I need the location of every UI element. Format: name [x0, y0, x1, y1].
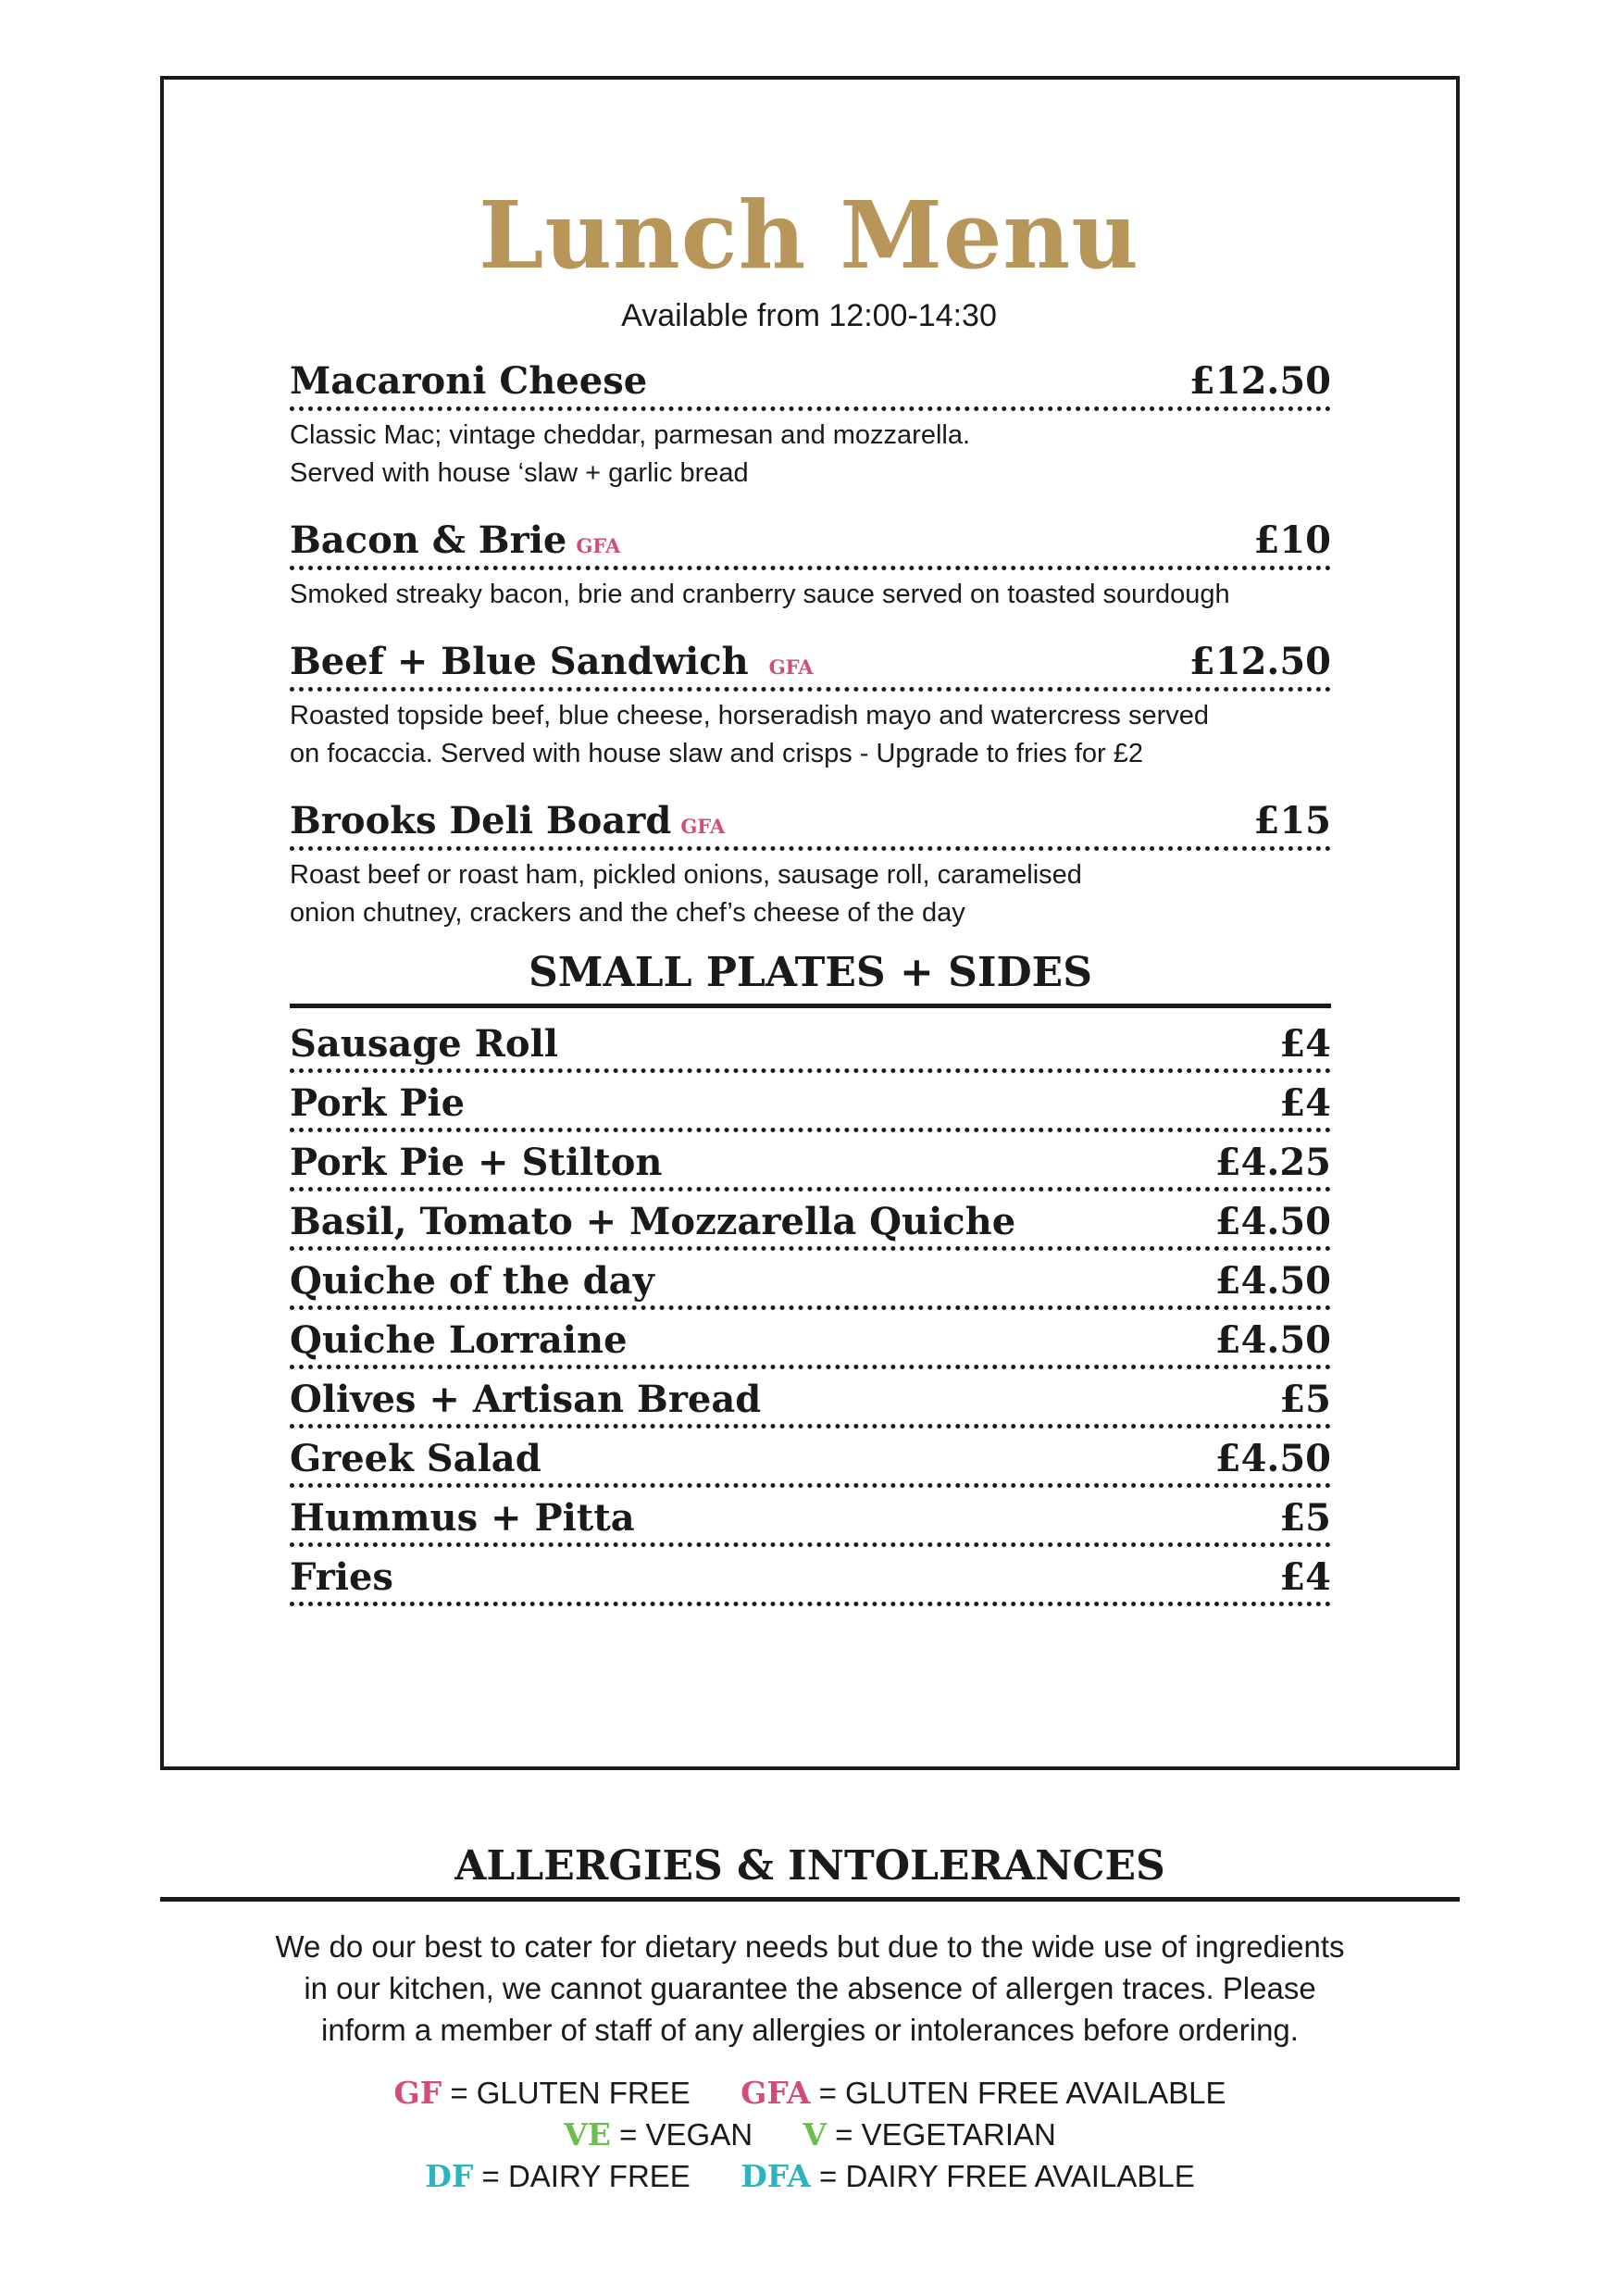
- menu-item-description: [290, 697, 1331, 773]
- menu-item-price: £15: [1253, 799, 1331, 842]
- description-line: Classic Mac; vintage cheddar, parmesan and mozzarella.: [290, 420, 971, 450]
- menu-item-title: [290, 518, 620, 562]
- description-line: onion chutney, crackers and the chef’s cheese of the day: [290, 898, 965, 928]
- dfa-code: DFA: [741, 2158, 811, 2194]
- side-item-name: Quiche of the day: [290, 1259, 654, 1303]
- menu-item-description: [290, 417, 1331, 493]
- allergies-heading: ALLERGIES & INTOLERANCES: [160, 1842, 1460, 1902]
- side-item-name: Greek Salad: [290, 1437, 541, 1480]
- notice-line: inform a member of staff of any allergies or intolerances before ordering.: [321, 2013, 1299, 2047]
- gfa-tag: GFA: [576, 534, 621, 557]
- menu-item-header: [290, 359, 1331, 411]
- notice-line: We do our best to cater for dietary needs but due to the wide use of ingredients: [275, 1929, 1345, 1964]
- menu-item-macaroni-cheese: [290, 359, 1331, 493]
- menu-item-header: [290, 640, 1331, 692]
- list-item: [290, 1488, 1331, 1547]
- ve-code: VE: [564, 2116, 611, 2152]
- side-item-name: Basil, Tomato + Mozzarella Quiche: [290, 1200, 1016, 1243]
- menu-item-price: £12.50: [1189, 640, 1331, 683]
- menu-item-title: [290, 359, 647, 403]
- dfa-text: = DAIRY FREE AVAILABLE: [819, 2159, 1195, 2193]
- menu-item-price: £12.50: [1189, 359, 1331, 403]
- side-item-name: Quiche Lorraine: [290, 1318, 628, 1362]
- v-code: V: [803, 2116, 827, 2152]
- side-item-price: £4.50: [1214, 1437, 1331, 1480]
- side-item-name: Fries: [290, 1555, 393, 1599]
- description-line: Roast beef or roast ham, pickled onions, sausage roll, caramelised: [290, 860, 1082, 890]
- side-item-price: £4.50: [1214, 1200, 1331, 1243]
- menu-item-header: [290, 799, 1331, 851]
- menu-item-name: Bacon & Brie: [290, 518, 567, 562]
- small-plates-heading: SMALL PLATES + SIDES: [290, 949, 1331, 1008]
- side-item-price: £4.50: [1214, 1318, 1331, 1362]
- side-item-price: £4: [1279, 1022, 1331, 1066]
- side-item-name: Sausage Roll: [290, 1022, 558, 1066]
- df-code: DF: [425, 2158, 474, 2194]
- menu-item-beef-blue-sandwich: [290, 640, 1331, 773]
- list-item: [290, 1369, 1331, 1429]
- allergies-notice: [160, 1926, 1460, 2051]
- gfa-code: GFA: [741, 2075, 811, 2111]
- list-item: [290, 1073, 1331, 1132]
- ve-text: = VEGAN: [619, 2117, 753, 2152]
- side-item-name: Pork Pie + Stilton: [290, 1141, 663, 1184]
- page-title: Lunch Menu: [479, 181, 1139, 290]
- side-item-price: £4: [1279, 1555, 1331, 1599]
- mains-list: [290, 359, 1331, 958]
- menu-item-name: Beef + Blue Sandwich: [290, 640, 749, 683]
- dietary-legend: [160, 2072, 1460, 2197]
- availability-subtitle: Available from 12:00-14:30: [621, 298, 997, 333]
- v-text: = VEGETARIAN: [835, 2117, 1056, 2152]
- gfa-tag: GFA: [680, 815, 726, 838]
- menu-item-description: [290, 856, 1331, 932]
- side-item-price: £4: [1279, 1081, 1331, 1125]
- legend-row-gluten: [160, 2072, 1460, 2114]
- legend-row-vegan: [160, 2114, 1460, 2155]
- menu-item-bacon-brie: [290, 518, 1331, 614]
- side-item-name: Olives + Artisan Bread: [290, 1378, 762, 1421]
- small-plates-list: [290, 1014, 1331, 1606]
- menu-item-name: Macaroni Cheese: [290, 359, 648, 403]
- side-item-price: £4.50: [1214, 1259, 1331, 1303]
- list-item: [290, 1132, 1331, 1192]
- side-item-price: £4.25: [1214, 1141, 1331, 1184]
- description-line: Roasted topside beef, blue cheese, horseradish mayo and watercress served: [290, 701, 1210, 730]
- menu-item-header: [290, 518, 1331, 570]
- description-line: Served with house ‘slaw + garlic bread: [290, 458, 749, 488]
- menu-item-title: [290, 799, 725, 842]
- side-item-name: Pork Pie: [290, 1081, 466, 1125]
- menu-item-title: [290, 640, 814, 683]
- df-text: = DAIRY FREE: [481, 2159, 691, 2193]
- side-item-name: Hummus + Pitta: [290, 1496, 635, 1540]
- list-item: [290, 1310, 1331, 1369]
- legend-row-dairy: [160, 2155, 1460, 2197]
- gfa-tag: GFA: [768, 655, 814, 679]
- description-line: Smoked streaky bacon, brie and cranberry sauce served on toasted sourdough: [290, 580, 1230, 609]
- side-item-price: £5: [1279, 1496, 1331, 1540]
- notice-line: in our kitchen, we cannot guarantee the absence of allergen traces. Please: [304, 1971, 1316, 2005]
- gf-code: GF: [393, 2075, 442, 2111]
- menu-item-brooks-deli-board: [290, 799, 1331, 932]
- list-item: [290, 1192, 1331, 1251]
- menu-item-description: [290, 576, 1331, 614]
- list-item: [290, 1251, 1331, 1310]
- list-item: [290, 1014, 1331, 1073]
- list-item: [290, 1429, 1331, 1488]
- side-item-price: £5: [1279, 1378, 1331, 1421]
- menu-item-name: Brooks Deli Board: [290, 799, 672, 842]
- gfa-text: = GLUTEN FREE AVAILABLE: [818, 2076, 1226, 2110]
- gf-text: = GLUTEN FREE: [450, 2076, 691, 2110]
- menu-item-price: £10: [1253, 518, 1331, 562]
- description-line: on focaccia. Served with house slaw and crisps - Upgrade to fries for £2: [290, 739, 1144, 768]
- list-item: [290, 1547, 1331, 1606]
